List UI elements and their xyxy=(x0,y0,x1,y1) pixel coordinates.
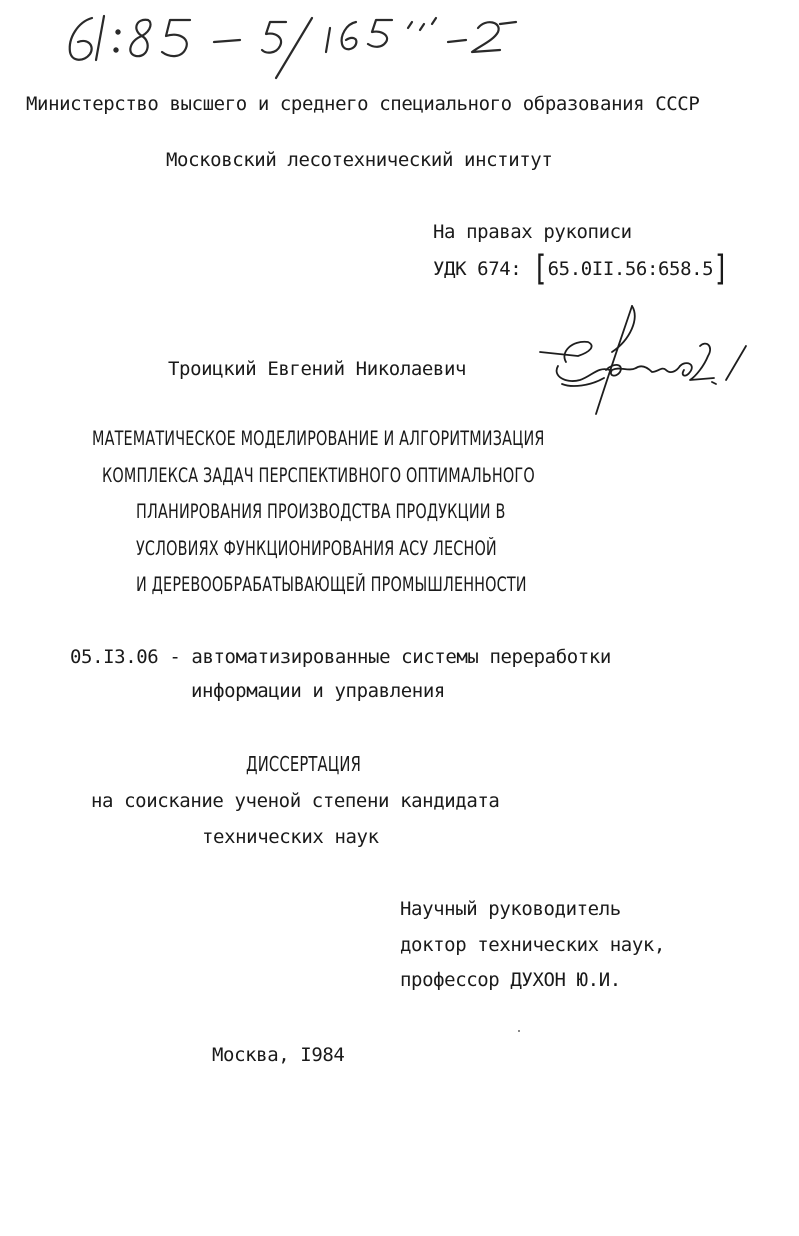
udk-label: УДК 674: xyxy=(433,258,522,280)
city-year: Москва, I984 xyxy=(212,1044,345,1066)
stray-dot xyxy=(518,1030,520,1032)
supervisor-line-3: профессор ДУХОН Ю.И. xyxy=(400,969,621,991)
udk-bracket-close: ] xyxy=(713,248,729,290)
title-line-5: И ДЕРЕВООБРАБАТЫВАЮЩЕЙ ПРОМЫШЛЕННОСТИ xyxy=(136,573,527,596)
udk-code: 65.0II.56:658.5 xyxy=(547,258,714,280)
title-line-2: КОМПЛЕКСА ЗАДАЧ ПЕРСПЕКТИВНОГО ОПТИМАЛЬНОГО xyxy=(102,464,535,487)
degree-line-2: технических наук xyxy=(202,826,379,848)
title-line-4: УСЛОВИЯХ ФУНКЦИОНИРОВАНИЯ АСУ ЛЕСНОЙ xyxy=(136,537,497,560)
specialty-line-2: информации и управления xyxy=(191,680,445,702)
author-name: Троицкий Евгений Николаевич xyxy=(168,358,467,380)
supervisor-line-2: доктор технических наук, xyxy=(400,934,665,956)
title-line-1: МАТЕМАТИЧЕСКОЕ МОДЕЛИРОВАНИЕ И АЛГОРИТМИЗАЦИЯ xyxy=(92,427,545,450)
title-line-3: ПЛАНИРОВАНИЯ ПРОИЗВОДСТВА ПРОДУКЦИИ В xyxy=(136,500,506,523)
supervisor-line-1: Научный руководитель xyxy=(400,898,621,920)
udk-line xyxy=(433,248,729,290)
institute-line: Московский лесотехнический институт xyxy=(166,149,553,171)
manuscript-rights: На правах рукописи xyxy=(433,221,632,243)
ministry-line: Министерство высшего и среднего специального образования СССР xyxy=(26,93,700,115)
degree-line-1: на соискание ученой степени кандидата xyxy=(91,790,500,812)
document-type-heading: ДИССЕРТАЦИЯ xyxy=(246,752,362,776)
specialty-line-1: 05.I3.06 - автоматизированные системы переработки xyxy=(70,646,611,668)
udk-bracket-open: [ xyxy=(532,248,548,290)
